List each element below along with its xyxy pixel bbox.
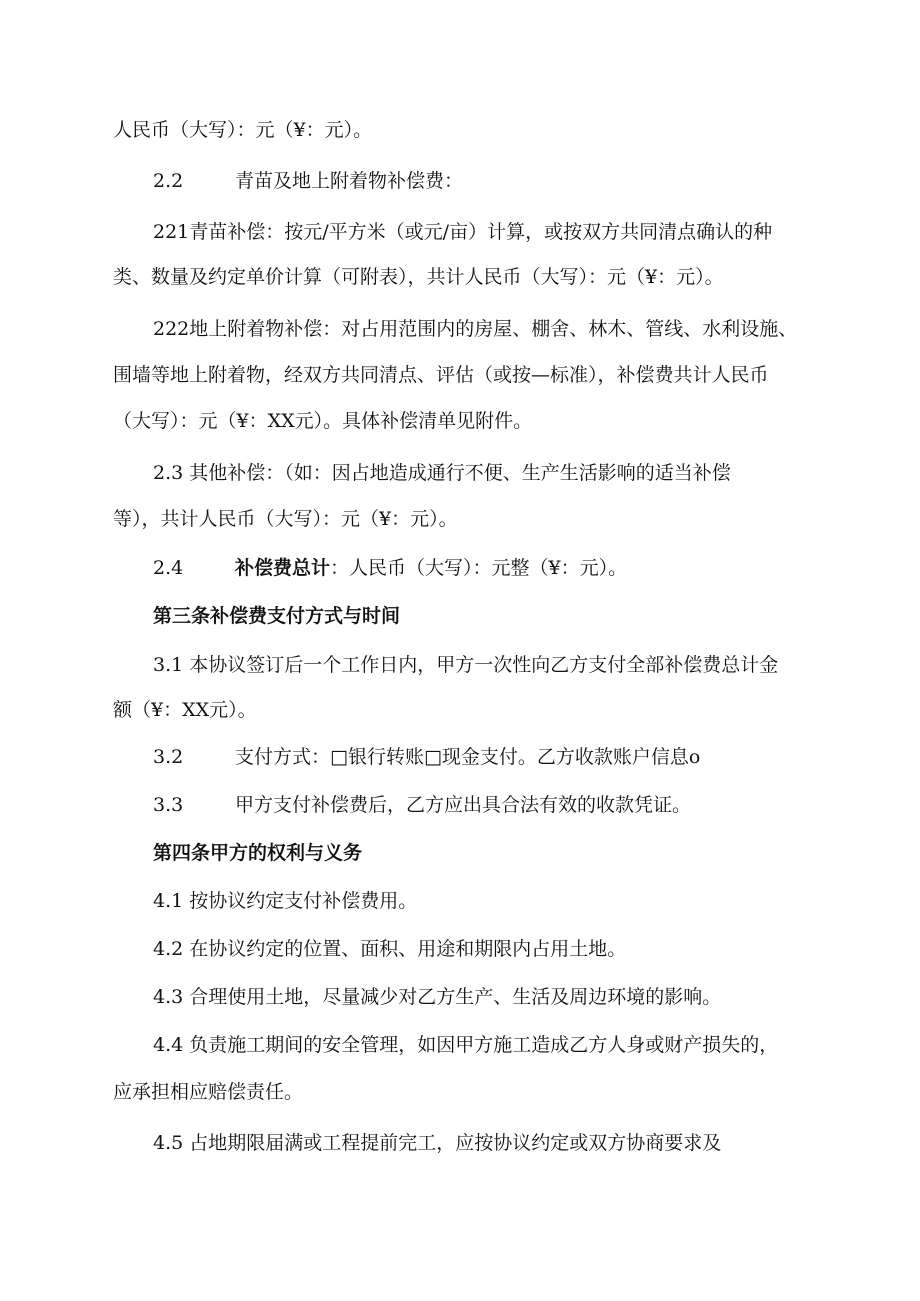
clause-3-2 — [153, 744, 700, 770]
clause-2-4 — [153, 555, 627, 581]
text-line: 等），共计人民币（大写）：元（¥：元）。 — [113, 508, 458, 530]
text-line: 4.1 按协议约定支付补偿费用。 — [153, 890, 418, 912]
text-line: 围墙等地上附着物，经双方共同清点、评估（或按—标准），补偿费共计人民币 — [113, 364, 769, 386]
clause-text: 青苗及地上附着物补偿费： — [235, 170, 464, 192]
text-line: （大写）：元（¥：XX元）。具体补偿清单见附件。 — [113, 410, 533, 432]
clause-bold-label: 补偿费总计 — [235, 557, 331, 579]
text-line: 2.3 其他补偿：（如：因占地造成通行不便、生产生活影响的适当补偿 — [153, 462, 731, 484]
clause-text: ：人民币（大写）：元整（¥：元）。 — [330, 557, 628, 579]
text-line: 应承担相应赔偿责任。 — [113, 1081, 304, 1103]
text-line: 222地上附着物补偿：对占用范围内的房屋、棚舍、林木、管线、水利设施、 — [153, 318, 798, 340]
clause-number: 3.2 — [153, 746, 184, 768]
text-line: 221青苗补偿：按元/平方米（或元/亩）计算，或按双方共同清点确认的种 — [153, 221, 773, 243]
section-heading: 第四条甲方的权利与义务 — [153, 842, 363, 864]
section-heading: 第三条补偿费支付方式与时间 — [153, 605, 401, 627]
text-line: 人民币（大写）：元（¥：元）。 — [113, 119, 373, 141]
text-line: 类、数量及约定单价计算（可附表），共计人民币（大写）：元（¥：元）。 — [113, 266, 724, 288]
text-line: 4.4 负责施工期间的安全管理，如因甲方施工造成乙方人身或财产损失的， — [153, 1034, 779, 1056]
clause-text: 甲方支付补偿费后，乙方应出具合法有效的收款凭证。 — [235, 794, 692, 816]
clause-number: 2.4 — [153, 557, 184, 579]
clause-text: 支付方式：□银行转账□现金支付。乙方收款账户信息o — [235, 746, 701, 768]
clause-number: 3.3 — [153, 794, 184, 816]
text-line: 4.2 在协议约定的位置、面积、用途和期限内占用土地。 — [153, 938, 627, 960]
clause-2-2 — [153, 168, 463, 194]
text-line: 4.3 合理使用土地，尽量减少对乙方生产、生活及周边环境的影响。 — [153, 986, 722, 1008]
clause-3-3 — [153, 792, 691, 818]
text-line: 额（¥：XX元）。 — [113, 699, 257, 721]
text-line: 4.5 占地期限届满或工程提前完工，应按协议约定或双方协商要求及 — [153, 1132, 722, 1154]
text-line: 3.1 本协议签订后一个工作日内，甲方一次性向乙方支付全部补偿费总计金 — [153, 654, 779, 676]
clause-number: 2.2 — [153, 170, 184, 192]
